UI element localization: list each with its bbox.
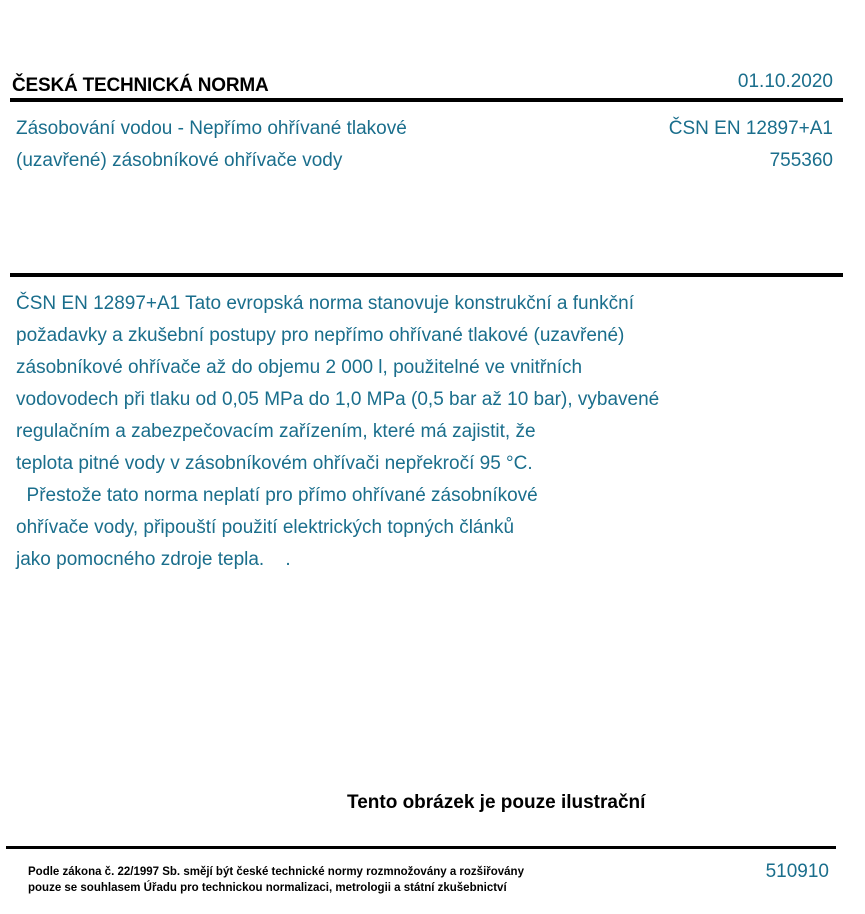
- classification-number: 755360: [769, 150, 833, 171]
- abstract-line: jako pomocného zdroje tepla. .: [16, 549, 291, 570]
- standard-title-line-2: (uzavřené) zásobníkové ohřívače vody: [16, 150, 343, 171]
- abstract-line: regulačním a zabezpečovacím zařízením, které má zajistit, že: [16, 421, 536, 442]
- abstract-line: ohřívače vody, připouští použití elektrických topných článků: [16, 517, 515, 538]
- abstract-line: ČSN EN 12897+A1 Tato evropská norma stanovuje konstrukční a funkční: [16, 293, 635, 314]
- document-type-title: ČESKÁ TECHNICKÁ NORMA: [12, 75, 269, 96]
- title-divider: [10, 273, 843, 277]
- abstract-text: [16, 288, 776, 576]
- publication-date: 01.10.2020: [737, 71, 833, 92]
- abstract-line: teplota pitné vody v zásobníkovém ohřívači nepřekročí 95 °C.: [16, 453, 533, 474]
- standard-code: ČSN EN 12897+A1: [668, 118, 833, 139]
- legal-notice: [28, 864, 648, 896]
- footer-divider: [6, 846, 836, 849]
- abstract-line: Přestože tato norma neplatí pro přímo ohřívané zásobníkové: [16, 485, 538, 506]
- standard-title-line-1: Zásobování vodou - Nepřímo ohřívané tlakové: [16, 118, 407, 139]
- abstract-line: vodovodech při tlaku od 0,05 MPa do 1,0 MPa (0,5 bar až 10 bar), vybavené: [16, 389, 660, 410]
- legal-notice-line-2: pouze se souhlasem Úřadu pro technickou normalizaci, metrologii a státní zkušebnictví: [28, 882, 507, 894]
- illustration-note: Tento obrázek je pouze ilustrační: [347, 792, 646, 813]
- abstract-line: požadavky a zkušební postupy pro nepřímo ohřívané tlakové (uzavřené): [16, 325, 625, 346]
- header-divider: [10, 98, 843, 102]
- legal-notice-line-1: Podle zákona č. 22/1997 Sb. smějí být české technické normy rozmnožovány a rozšiřovány: [28, 866, 524, 878]
- footer-code: 510910: [765, 861, 829, 882]
- abstract-line: zásobníkové ohřívače až do objemu 2 000 l, použitelné ve vnitřních: [16, 357, 583, 378]
